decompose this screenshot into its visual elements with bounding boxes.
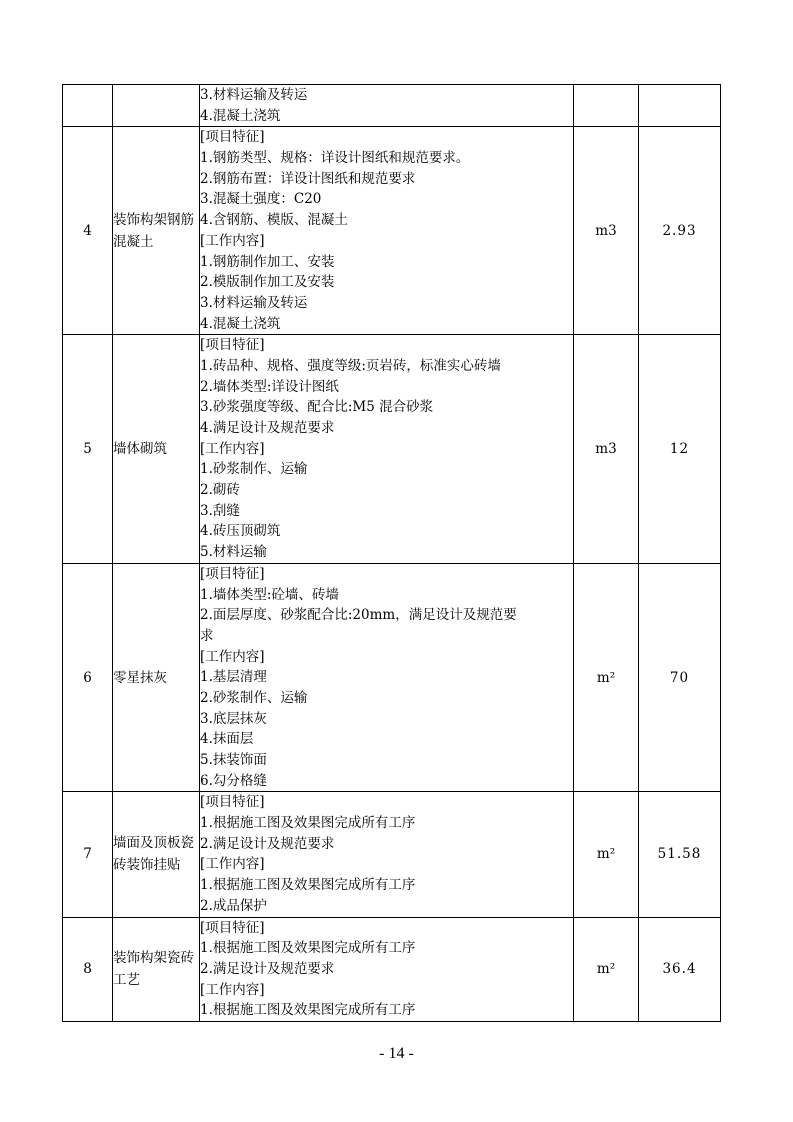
- item-name-cell: 装饰构架瓷砖工艺: [113, 917, 200, 1021]
- table-body: [63, 85, 721, 1022]
- description-line: 3.砂浆强度等级、配合比:M5 混合砂浆: [200, 399, 434, 416]
- item-name-cell: 墙面及顶板瓷砖装饰挂贴: [113, 792, 200, 917]
- description-line: 5.材料运输: [200, 544, 267, 561]
- item-description-cell: [200, 563, 574, 792]
- item-number-cell: 5: [63, 335, 113, 564]
- item-name-cell: [113, 85, 200, 127]
- item-number-cell: 8: [63, 917, 113, 1021]
- description-line: 2.满足设计及规范要求: [200, 835, 335, 852]
- description-line: 4.含钢筋、模版、混凝土: [200, 212, 348, 229]
- description-line: [工作内容]: [200, 856, 265, 873]
- description-line: [项目特征]: [200, 919, 265, 936]
- description-line: [工作内容]: [200, 232, 265, 249]
- description-line: [工作内容]: [200, 981, 265, 998]
- description-line: 1.钢筋制作加工、安装: [200, 253, 335, 270]
- description-line: 1.砖品种、规格、强度等级:页岩砖，标准实心砖墙: [200, 357, 501, 374]
- page-number: - 14 -: [379, 1045, 414, 1062]
- item-description-cell: [200, 127, 574, 335]
- description-line: 求: [200, 627, 214, 644]
- description-line: [工作内容]: [200, 648, 265, 665]
- description-line: 2.钢筋布置：详设计图纸和规范要求: [200, 170, 416, 187]
- description-line: 2.成品保护: [200, 897, 267, 914]
- description-line: 3.刮缝: [200, 502, 240, 519]
- quantity-cell: 70: [639, 563, 721, 792]
- unit-cell: m²: [574, 563, 639, 792]
- quantity-cell: 51.58: [639, 792, 721, 917]
- table-row: [63, 335, 721, 564]
- description-line: 4.满足设计及规范要求: [200, 420, 335, 436]
- description-line: 4.混凝土浇筑: [200, 107, 281, 124]
- description-line: [项目特征]: [200, 129, 265, 146]
- quantity-cell: [639, 85, 721, 127]
- description-line: 5.抹装饰面: [200, 752, 267, 768]
- table-row: [63, 792, 721, 917]
- item-name-cell: 零星抹灰: [113, 563, 200, 792]
- description-line: 2.面层厚度、砂浆配合比:20mm，满足设计及规范要: [200, 607, 517, 624]
- description-line: 4.砖压顶砌筑: [200, 523, 281, 540]
- description-line: 2.满足设计及规范要求: [200, 960, 335, 977]
- description-line: 6.勾分格缝: [200, 772, 267, 789]
- description-line: [项目特征]: [200, 337, 265, 354]
- item-number-cell: 7: [63, 792, 113, 917]
- item-description-cell: [200, 335, 574, 564]
- description-line: 1.根据施工图及效果图完成所有工序: [200, 877, 416, 894]
- description-line: 2.砂浆制作、运输: [200, 689, 308, 706]
- bill-of-quantities-table: [62, 84, 721, 1022]
- unit-cell: m²: [574, 917, 639, 1021]
- unit-cell: m3: [574, 335, 639, 564]
- item-description-cell: [200, 792, 574, 917]
- item-number-cell: 4: [63, 127, 113, 335]
- table-row: [63, 563, 721, 792]
- description-line: 2.砌砖: [200, 482, 240, 499]
- description-line: [项目特征]: [200, 794, 265, 811]
- item-name-cell: 墙体砌筑: [113, 335, 200, 564]
- quantity-cell: 36.4: [639, 917, 721, 1021]
- item-name-cell: 装饰构架钢筋混凝土: [113, 127, 200, 335]
- quantity-cell: 2.93: [639, 127, 721, 335]
- description-line: 1.墙体类型:砼墙、砖墙: [200, 586, 339, 603]
- description-line: 3.底层抹灰: [200, 710, 267, 727]
- item-number-cell: [63, 85, 113, 127]
- item-description-cell: [200, 917, 574, 1021]
- description-line: 2.墙体类型:详设计图纸: [200, 378, 339, 395]
- description-line: 1.根据施工图及效果图完成所有工序: [200, 1002, 416, 1019]
- table-row: [63, 85, 721, 127]
- description-line: 1.根据施工图及效果图完成所有工序: [200, 815, 416, 832]
- description-line: 1.钢筋类型、规格：详设计图纸和规范要求。: [200, 150, 470, 167]
- description-line: 4.抹面层: [200, 731, 254, 748]
- description-line: 2.模版制作加工及安装: [200, 274, 335, 291]
- description-line: 1.砂浆制作、运输: [200, 461, 308, 478]
- item-description-cell: [200, 85, 574, 127]
- unit-cell: m²: [574, 792, 639, 917]
- unit-cell: m3: [574, 127, 639, 335]
- description-line: 1.根据施工图及效果图完成所有工序: [200, 940, 416, 957]
- description-line: 3.材料运输及转运: [200, 87, 308, 103]
- description-line: [项目特征]: [200, 565, 265, 582]
- description-line: 3.混凝土强度：C20: [200, 191, 322, 208]
- table-row: [63, 917, 721, 1021]
- unit-cell: [574, 85, 639, 127]
- description-line: 1.基层清理: [200, 669, 267, 686]
- description-line: 4.混凝土浇筑: [200, 315, 281, 332]
- quantity-cell: 12: [639, 335, 721, 564]
- item-number-cell: 6: [63, 563, 113, 792]
- description-line: [工作内容]: [200, 440, 265, 457]
- table-row: [63, 127, 721, 335]
- description-line: 3.材料运输及转运: [200, 294, 308, 311]
